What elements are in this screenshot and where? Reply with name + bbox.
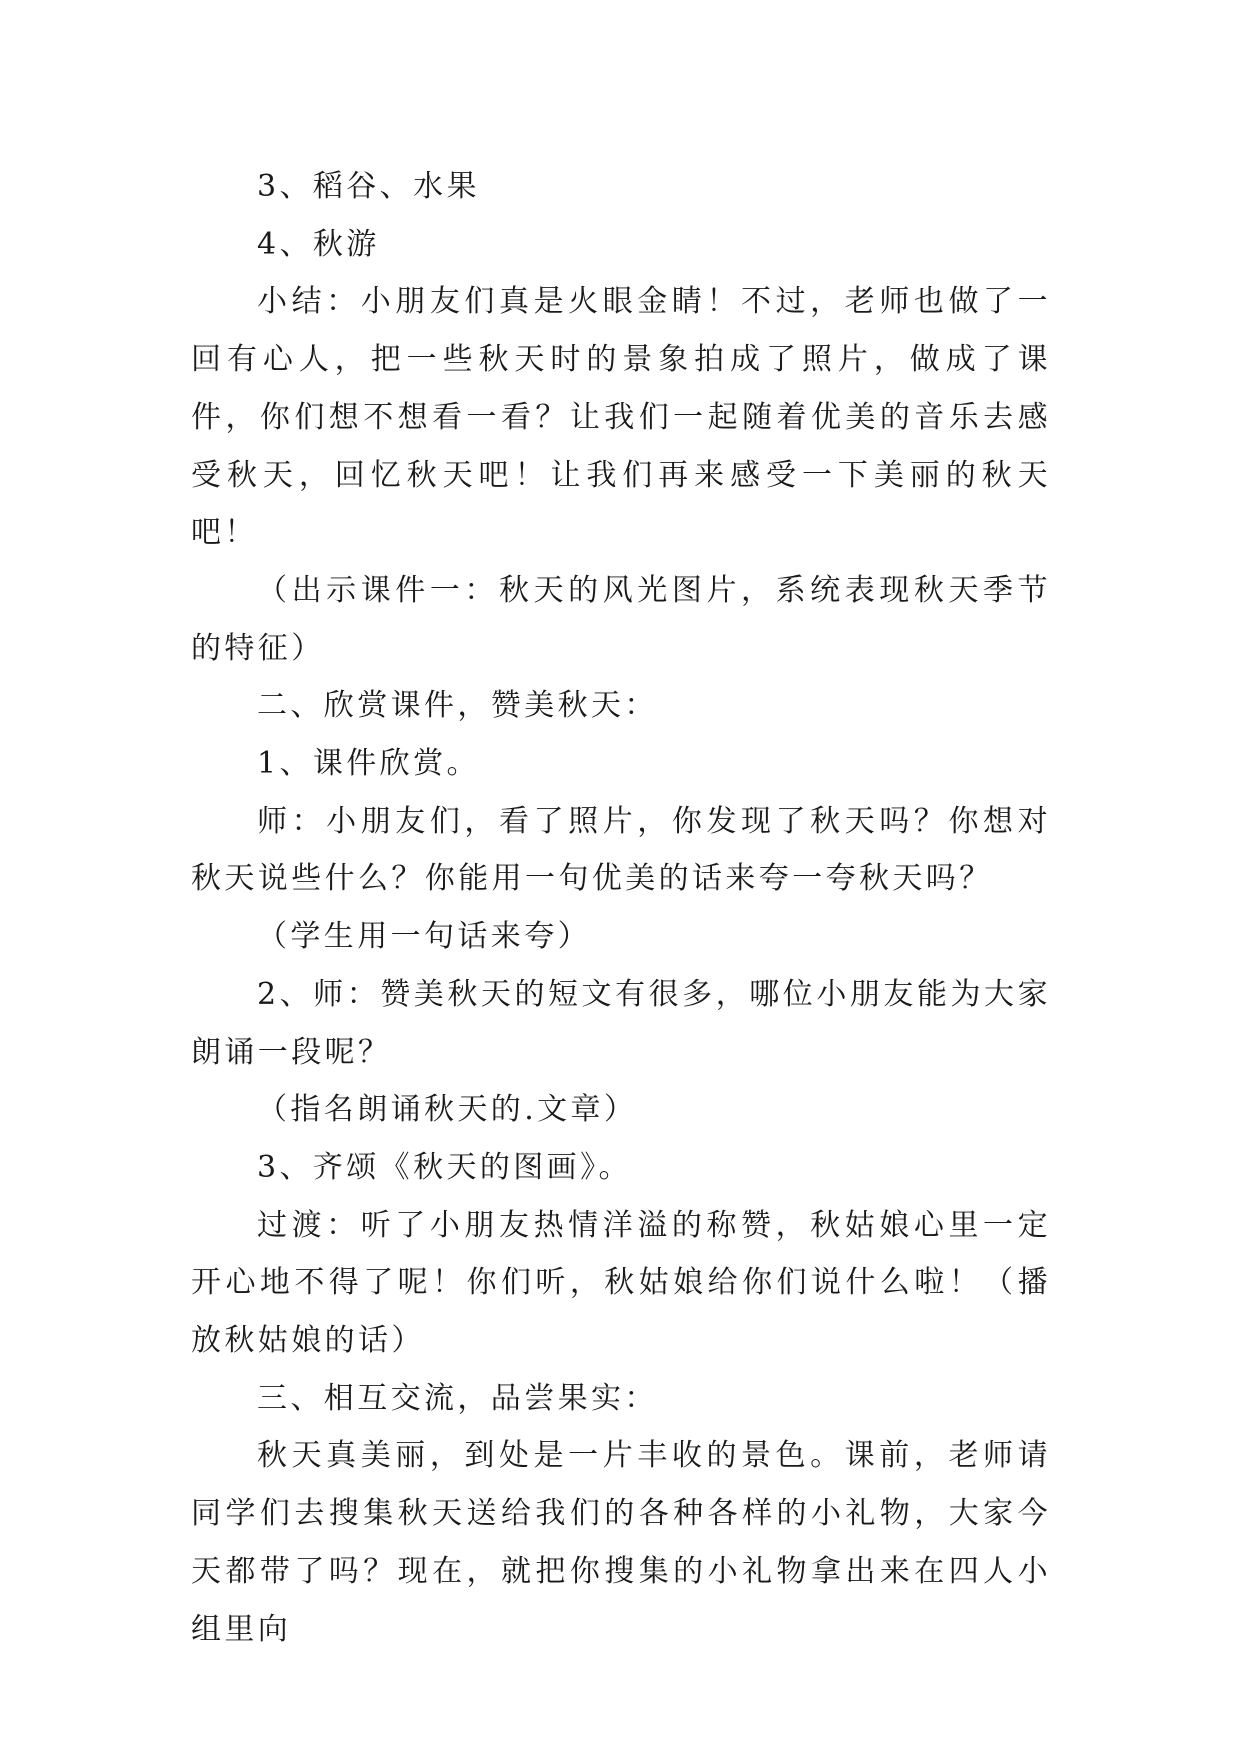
section-heading-2: 二、欣赏课件，赞美秋天： [257, 688, 658, 724]
paragraph-step-3: 3、齐颂《秋天的图画》。 [257, 1149, 632, 1185]
paragraph-summary: 小结：小朋友们真是火眼金睛！不过，老师也做了一回有心人，把一些秋天时的景象拍成了照片，做成了课件，你们想不想看一看？让我们一起随着优美的音乐去感受秋天，回忆秋天吧！让我们再来感受一下美丽的秋天吧！ [191, 284, 1051, 551]
paragraph-step-2: 2、师：赞美秋天的短文有很多，哪位小朋友能为大家朗诵一段呢？ [191, 976, 1051, 1070]
paragraph-list-item-3: 3、稻谷、水果 [257, 169, 480, 204]
section-heading-3: 三、相互交流，品尝果实： [257, 1380, 658, 1416]
paragraph-list-item-4: 4、秋游 [257, 226, 380, 262]
paragraph-teacher-question: 师：小朋友们，看了照片，你发现了秋天吗？你想对秋天说些什么？你能用一句优美的话来夸一夸秋天吗？ [191, 803, 1051, 897]
paragraph-courseware-note: （出示课件一：秋天的风光图片，系统表现秋天季节的特征） [191, 572, 1051, 666]
paragraph-step-1: 1、课件欣赏。 [257, 746, 480, 782]
paragraph-recite-note: （指名朗诵秋天的.文章） [257, 1092, 638, 1128]
paragraph-student-note: （学生用一句话来夸） [257, 919, 591, 955]
paragraph-transition: 过渡：听了小朋友热情洋溢的称赞，秋姑娘心里一定开心地不得了呢！你们听，秋姑娘给你们说什么啦！（播放秋姑娘的话） [191, 1207, 1051, 1359]
document-page [191, 158, 1051, 1658]
paragraph-autumn-gifts: 秋天真美丽，到处是一片丰收的景色。课前，老师请同学们去搜集秋天送给我们的各种各样的小礼物，大家今天都带了吗？现在，就把你搜集的小礼物拿出来在四人小组里向 [191, 1438, 1051, 1647]
